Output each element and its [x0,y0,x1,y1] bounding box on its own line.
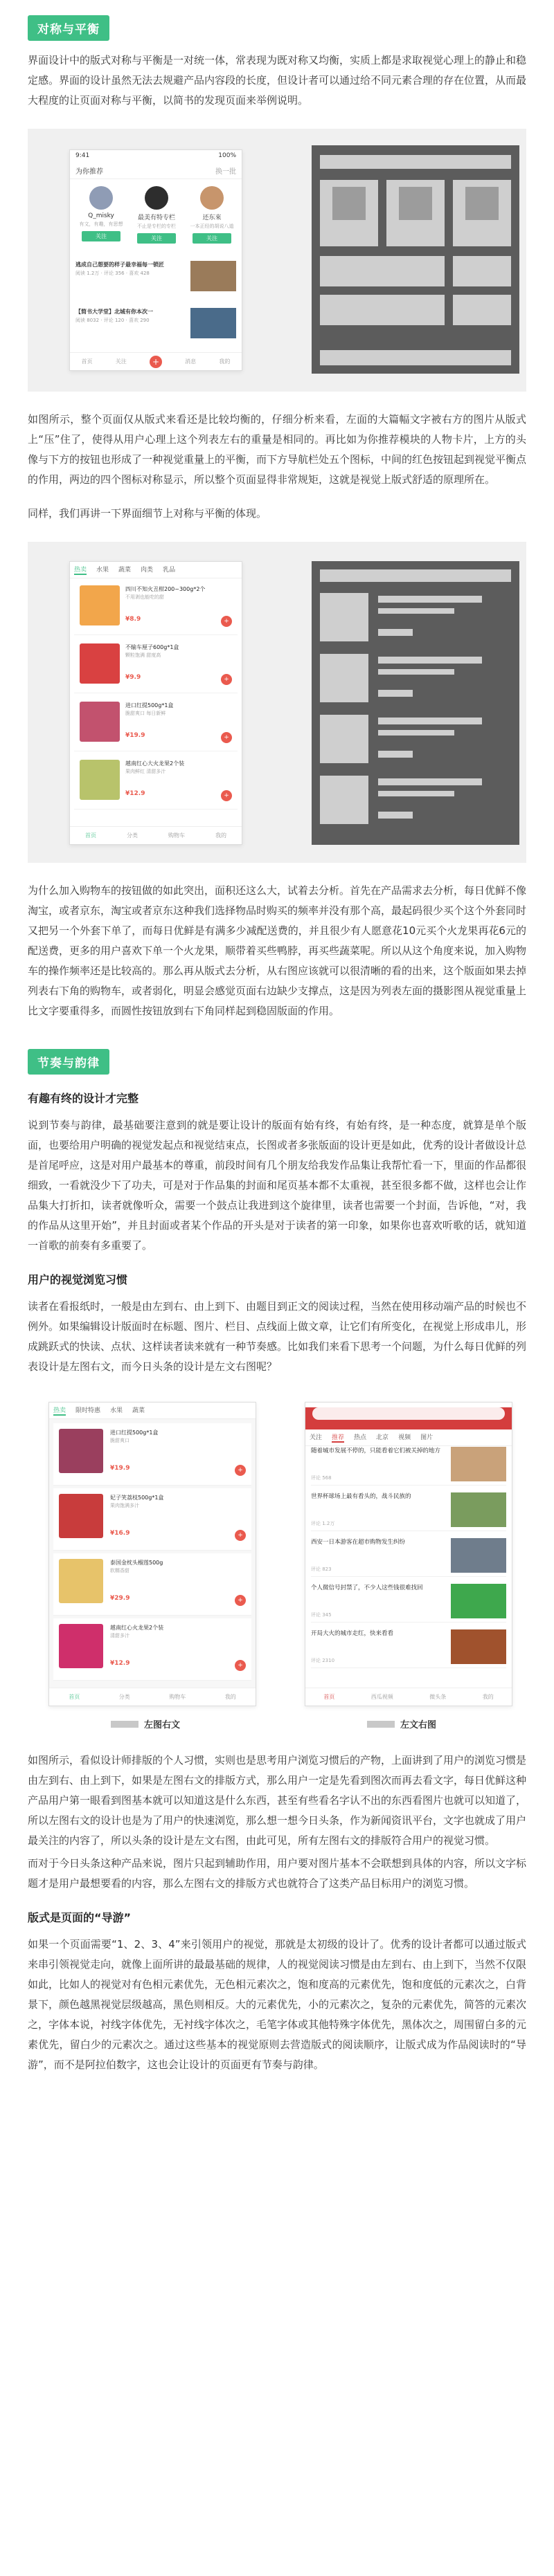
product-price: ¥12.9 [125,790,145,797]
news-image [451,1492,506,1527]
product-row[interactable] [53,1618,251,1681]
product-row[interactable] [74,638,238,693]
caption-swatch [111,1721,138,1728]
news-header [305,1407,512,1429]
tab-item[interactable]: 水果 [96,567,109,574]
news-image [451,1584,506,1618]
tab-home[interactable]: 首页 [69,1694,80,1700]
tab-item[interactable]: 热卖 [74,565,87,575]
news-meta: 评论 568 [311,1475,332,1481]
sub-heading: 有趣有终的设计才完整 [28,1092,139,1105]
product-desc: 不用剥也能吃的甜 [125,594,164,600]
caption-text: 左图右文 [144,1720,181,1730]
paragraph: 如图所示，整个页面仅从版式来看还是比较均衡的，仔细分析来看，左面的大篇幅文字被右方的图片从版式上“压”住了，使得从用户心理上这个列表左右的重量是相同的。再比如为你推荐模块的人物卡片，上方的头像与下方的按钮也形成了一种视觉重量上的平衡，而下方导航栏处五个图标，中间的红色按钮起到视觉平衡点的作用，两边的四个图标对称显示，所以整个页面显得非常规矩，这就是视觉上版式舒适的原理所在。 [28,413,527,486]
paragraph: 界面设计中的版式对称与平衡是一对统一体，常表现为既对称又均衡，实质上都是求取视觉心理上的静止和稳定感。界面的设计虽然无法去规避产品内容段的长度，但设计者可以通过给不同元素合理的存在位置，从而最大程度的让页面对称与平衡，以简书的发现页面来举例说明。 [28,54,527,107]
product-image [80,643,120,684]
tab-item[interactable]: 关注 [310,1434,323,1441]
cart-icon[interactable]: + [235,1595,246,1606]
feed-meta: 阅读 1.2万 · 评论 356 · 喜欢 428 [75,271,150,276]
section-tag-rhythm: 节奏与韵律 [28,1049,109,1075]
author-card[interactable] [78,186,124,241]
cart-icon[interactable]: + [221,674,232,685]
product-desc: 脆甜爽口 每日新鲜 [125,711,166,716]
tab-mine[interactable]: 我的 [215,832,226,839]
category-tabs [70,562,242,578]
tab-mine[interactable]: 我的 [224,1694,236,1700]
phone-mock-jianshu [69,149,242,371]
product-price: ¥19.9 [110,1465,130,1472]
feed-meta: 阅读 8032 · 评论 120 · 喜欢 290 [75,318,150,323]
tab-item[interactable]: 视频 [398,1434,411,1441]
paragraph: 同样，我们再讲一下界面细节上对称与平衡的体现。 [28,507,267,520]
caption-left-image [111,1717,180,1730]
news-image [451,1538,506,1573]
product-row[interactable] [74,696,238,751]
sub-heading: 版式是页面的“导游” [28,1911,132,1924]
product-price: ¥29.9 [110,1595,130,1602]
tab-item[interactable]: 蔬菜 [132,1407,145,1414]
product-name: 进口红提500g*1盒 [125,702,174,709]
tab-home[interactable]: 首页 [81,358,93,365]
author-name: Q_misky [88,212,114,219]
product-image [80,585,120,625]
paragraph: 读者在看报纸时，一般是由左到右、由上到下、由题目到正文的阅读过程，当然在使用移动端产品的时候也不例外。如果编辑设计版面时在标题、图片、栏目、点线面上做文章，让它们有所变化，在视觉上形成串儿，形成跳跃式的快读、点状、这样读者读来就有一种节奏感。比如我们来看下思考一个问题，为什么每日优鲜的列表设计是左图右文，而今日头条的设计是左文右图呢？ [28,1300,527,1373]
phone-mock-news-right-image [305,1402,512,1706]
figure-jianshu-compare [28,129,526,392]
news-meta: 评论 345 [311,1612,332,1618]
bottom-tabbar [49,1688,256,1706]
news-title: 随着城市发展不停的，只能看着它们被关掉的地方 [311,1447,441,1454]
product-desc: 清甜多汁 [110,1633,129,1638]
product-desc: 脆甜爽口 [110,1438,129,1443]
follow-button[interactable]: 关注 [193,233,231,244]
tab-cart[interactable]: 购物车 [169,1694,186,1700]
avatar [145,186,168,210]
tab-message[interactable]: 消息 [185,358,197,365]
news-meta: 评论 823 [311,1566,332,1572]
product-name: 进口红提500g*1盒 [110,1429,159,1436]
bottom-tabbar [305,1688,512,1706]
product-name: 四川不知火丑柑200~300g*2个 [125,586,206,592]
product-desc: 果肉鲜红 清甜多汁 [125,769,166,774]
caption-text: 左文右图 [400,1720,437,1730]
cart-icon[interactable]: + [235,1530,246,1541]
tab-video[interactable]: 西瓜视频 [370,1694,393,1700]
product-name: 越南红心大火龙果2个装 [125,760,185,767]
product-image [59,1559,103,1603]
tab-cart[interactable]: 购物车 [168,832,185,839]
author-desc: 一本正经的胡说八道 [190,223,234,229]
feed-image [190,261,236,291]
news-title: 个人微信号封禁了，不少人这些钱很难找回 [311,1584,423,1591]
tab-mine[interactable]: 我的 [219,358,231,365]
cart-icon[interactable]: + [235,1660,246,1671]
product-desc: 软糯香甜 [110,1568,129,1573]
product-row[interactable] [53,1423,251,1486]
feed-item[interactable] [75,308,236,349]
follow-button[interactable]: 关注 [137,233,176,244]
tab-item[interactable]: 肉类 [141,567,154,574]
wireframe-jianshu [312,145,519,374]
product-row[interactable] [74,754,238,810]
tab-item[interactable]: 推荐 [332,1432,344,1443]
bottom-tabbar [70,826,242,844]
figure-layout-compare [28,1395,526,1741]
cart-icon[interactable]: + [221,732,232,743]
news-item[interactable] [311,1580,506,1623]
caption-swatch [367,1721,395,1728]
tab-item[interactable]: 北京 [376,1434,389,1441]
paragraph: 说到节奏与韵律，最基础要注意到的就是要让设计的版面有始有终，有始有终，是一种态度，就算是单个版面，也要给用户明确的视觉发起点和视觉结束点，长图或者多张版面的设计更是如此，优秀的设计者做设计总是首尾呼应，这是对用户最基本的尊重，前段时间有几个朋友给我发作品集让我帮忙看一下，里面的作品都很细致，一看就没少下了功夫，可是对于作品集的封面和尾页基本都不太重视，甚至很多都不做，这样也会让作品集大打折扣，读者就像听众，需要一个鼓点让我进到这个旋律里，读者也需要一个封面，告诉他，“对，我的作品从这里开始”，并且封面或者某个作品的开头是对于读者的第一印象，如果你也喜欢听歌的话，就知道一首歌的前奏有多重要了。 [28,1119,527,1252]
phone-mock-fresh-left-image [48,1402,256,1706]
author-desc: 不止是专栏的专栏 [137,223,176,229]
product-name: 不输车厘子600g*1盒 [125,644,179,650]
tab-follow[interactable]: 关注 [115,358,127,365]
feed-image [190,308,236,338]
product-row[interactable] [53,1488,251,1551]
tab-item[interactable]: 乳品 [163,567,176,574]
news-image [451,1629,506,1664]
bottom-tabbar [70,352,242,370]
news-title: 世界杯球场上最有看头的，战斗民族的 [311,1493,411,1500]
news-meta: 评论 1.2万 [311,1521,335,1526]
refresh-link[interactable]: 换一批 [215,168,236,176]
author-desc: 有文，有趣，有思想 [79,221,123,227]
product-price: ¥8.9 [125,616,141,623]
caption-right-image [367,1717,436,1730]
product-price: ¥19.9 [125,732,145,739]
cart-icon[interactable]: + [221,616,232,627]
avatar [200,186,224,210]
product-desc: 果肉饱满多汁 [110,1503,139,1508]
paragraph: 如图所示，看似设计师排版的个人习惯，实则也是思考用户浏览习惯后的产物，上面讲到了用户的浏览习惯是由左到右、由上到下，如果是左图右文的排版方式，那么用户一定是先看到图次而再去看文字，每日优鲜这种产品用户第一眼看到图基本就可以知道这是什么东西，甚至有些看名字认不出的东西看图片也就可以知道了，所以左图右文的设计也是为了用户的快速浏览，那么想一想今日头条，作为新闻资讯平台，文字也就成了用户最关注的内容了，所以头条的设计是左文右图，由此可见，所有左图右文的排版符合用户的视觉习惯。 [28,1754,527,1847]
avatar [89,186,113,210]
plus-icon[interactable]: + [150,356,162,368]
product-name: 妃子笑荔枝500g*1盒 [110,1495,164,1501]
product-image [59,1429,103,1473]
paragraph: 如果一个页面需要“1、2、3、4”来引领用户的视觉，那就是太初级的设计了。优秀的设计者都可以通过版式来串引领视觉走向，就像上面所讲的最最基础的规律，人的视觉阅读习惯是由左到右、由上到下，当然不仅限如此，比如人的视觉对有色相元素优先，无色相元素次之，饱和度高的元素优先，饱和度低的元素次之，白背景下，颜色越黑视觉层级越高，黑色则相反。大的元素优先，小的元素次之，复杂的元素优先，简答的元素次之，字体本说，衬线字体优先，无衬线字体次之，毛笔字体或其他特殊字体优先，黑体次之，周围留白多的元素优先，留白少的元素次之。通过这些基本的视觉原则去营造版式的阅读顺序，让版式成为作品阅读时的“导游”，而不是阿拉伯数字，这也会让设计的页面更有节奏与韵律。 [28,1938,527,2071]
figure-fresh-compare [28,542,526,863]
battery-icon: 100% [218,152,236,159]
cart-icon[interactable]: + [235,1465,246,1476]
tab-home[interactable]: 首页 [85,832,96,839]
product-row[interactable] [53,1553,251,1616]
news-item[interactable] [311,1488,506,1531]
product-name: 泰国金枕头榴莲500g [110,1560,163,1566]
news-title: 西安一日本游客在超市购物发生纠纷 [311,1539,406,1546]
news-title: 开局大火的城市走红，快来看看 [311,1630,394,1637]
recommend-header [70,163,242,179]
news-item[interactable] [311,1625,506,1668]
product-image [59,1494,103,1538]
tab-item[interactable]: 热卖 [53,1405,66,1416]
paragraph: 为什么加入购物车的按钮做的如此突出，面积还这么大，试着去分析。首先在产品需求去分析，每日优鲜不像淘宝，或者京东，淘宝或者京东这种我们选择物品时购买的频率并没有那个高，最起码很少买个这个外套同时又把另一个外套下单了，而每日优鲜是有满多少减配送费的，并且很少有人愿意花10元买个火龙果再花6元的配送费，更多的用户喜欢下单一个火龙果，顺带着买些鸭脖，再买些蔬菜呢。所以从这个角度来说，加入购物车的操作频率还是比较高的。那么再从版式去分析，从右图应该就可以很清晰的看的出来，这个版面如果去掉列表右下角的购物车，或者弱化，明显会感觉页面右边缺少支撑点，这是因为列表左面的摄影图从视觉重量上比文字要重得多，而圆性按钮放到右下角同样起到稳固版面的作用。 [28,884,527,1017]
author-name: 还东來 [202,214,222,221]
product-row[interactable] [74,580,238,635]
author-card[interactable] [134,186,179,244]
product-desc: 颗粒饱满 甜度高 [125,652,161,658]
author-name: 最美有特专栏 [137,214,175,221]
feed-title: 逃成自己想要的样子最幸福每一锁匠 [75,262,164,268]
paragraph: 而对于今日头条这种产品来说，图片只起到辅助作用，用户要对图片基本不会联想到具体的内容，所以文字标题才是用户最想要看的内容，那么左图右文的排版方式也就符合了这类产品目标用户的浏览习惯。 [28,1857,527,1890]
feed-item[interactable] [75,261,236,302]
product-image [80,702,120,742]
product-price: ¥16.9 [110,1530,130,1537]
news-meta: 评论 2310 [311,1658,335,1663]
wireframe-fresh [312,561,519,845]
tab-item[interactable]: 热点 [354,1434,367,1441]
recommend-title: 为你推荐 [75,168,103,176]
sub-heading: 用户的视觉浏览习惯 [28,1273,128,1286]
category-tabs [49,1403,256,1419]
author-card[interactable] [189,186,235,244]
tab-category[interactable]: 分类 [118,1694,130,1700]
tab-item[interactable]: 图片 [420,1434,434,1441]
status-bar [70,150,242,163]
tab-home[interactable]: 首页 [323,1694,335,1700]
tab-micro[interactable]: 微头条 [429,1694,447,1700]
search-input[interactable] [312,1407,505,1420]
tab-category[interactable]: 分类 [127,832,138,839]
tab-mine[interactable]: 我的 [482,1694,494,1700]
news-item[interactable] [311,1443,506,1486]
product-price: ¥9.9 [125,674,141,681]
product-image [59,1624,103,1668]
tab-item[interactable]: 水果 [110,1407,123,1414]
cart-icon[interactable]: + [221,790,232,801]
phone-mock-fresh [69,561,242,845]
news-image [451,1447,506,1481]
news-item[interactable] [311,1534,506,1577]
product-price: ¥12.9 [110,1660,130,1667]
tab-item[interactable]: 蔬菜 [118,567,132,574]
product-name: 越南红心火龙果2个装 [110,1625,164,1631]
section-tag-symmetry: 对称与平衡 [28,15,109,41]
follow-button[interactable]: 关注 [82,231,120,241]
feed-title: 【简书大学堂】北城有你本次一 [75,309,153,315]
product-image [80,760,120,800]
status-time: 9:41 [75,152,90,159]
tab-item[interactable]: 限时特惠 [75,1407,101,1414]
